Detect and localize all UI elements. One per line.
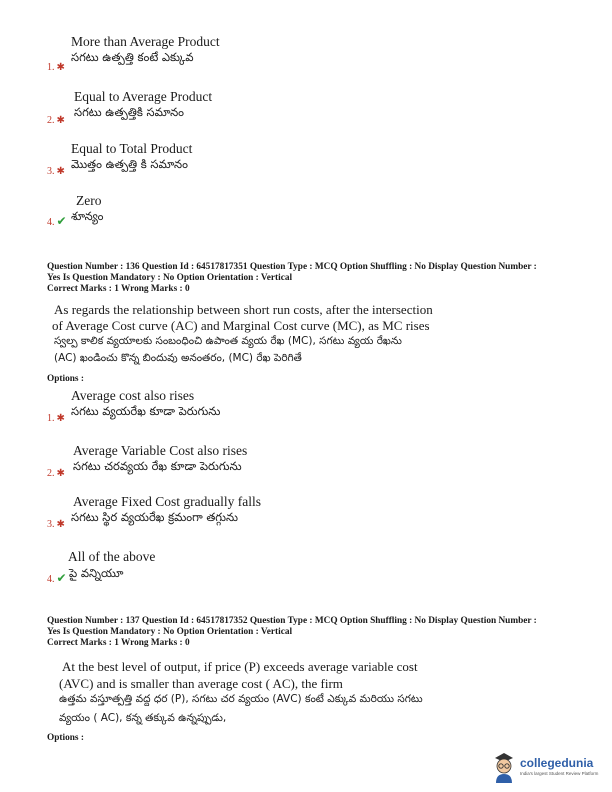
prev-option-2-te: సగటు ఉత్పత్తికి సమానం bbox=[74, 105, 184, 119]
q136-option-1-marker bbox=[47, 413, 65, 424]
logo-name: collegedunia bbox=[520, 756, 594, 770]
q137-question-en-2: (AVC) and is smaller than average cost ( AC), the firm bbox=[59, 676, 343, 691]
q136-option-3-marker bbox=[47, 519, 65, 530]
q136-option-2-en: Average Variable Cost also rises bbox=[73, 443, 248, 458]
q136-options-label: Options : bbox=[47, 374, 84, 384]
option-number: 2. bbox=[47, 115, 55, 126]
q136-option-2-te: సగటు చరవ్యయ రేఖ కూడా పెరుగును bbox=[73, 459, 242, 473]
wrong-mark-icon: ✱ bbox=[56, 166, 65, 177]
logo-tagline: India's largest Student Review Platform bbox=[520, 771, 599, 776]
q136-option-1-te: సగటు వ్యయరేఖ కూడా పెరుగును bbox=[71, 404, 221, 418]
prev-option-2-en: Equal to Average Product bbox=[74, 89, 213, 104]
option-number: 3. bbox=[47, 519, 55, 530]
correct-check-icon: ✔ bbox=[56, 571, 67, 585]
q137-meta-line-2: Yes Is Question Mandatory : No Option Orientation : Vertical bbox=[47, 627, 293, 637]
student-mascot-icon bbox=[490, 750, 518, 784]
q136-option-4-te: పై వన్నియూ bbox=[69, 566, 124, 580]
option-number: 2. bbox=[47, 468, 55, 479]
q136-option-3-en: Average Fixed Cost gradually falls bbox=[73, 494, 261, 509]
prev-option-4-marker bbox=[47, 214, 67, 229]
q137-question-te-2: వ్యయం ( AC), కన్న తక్కువ ఉన్నప్పుడు, bbox=[59, 712, 227, 724]
prev-option-1-en: More than Average Product bbox=[71, 34, 220, 49]
prev-option-4-en: Zero bbox=[76, 193, 102, 208]
q136-option-2-marker bbox=[47, 468, 65, 479]
q136-option-4-marker bbox=[47, 571, 67, 586]
q137-question-en-1: At the best level of output, if price (P) exceeds average variable cost bbox=[62, 659, 418, 674]
wrong-mark-icon: ✱ bbox=[56, 468, 65, 479]
option-number: 3. bbox=[47, 166, 55, 177]
q137-options-label: Options : bbox=[47, 733, 84, 743]
prev-option-3-marker bbox=[47, 166, 65, 177]
wrong-mark-icon: ✱ bbox=[56, 62, 65, 73]
prev-option-1-marker bbox=[47, 62, 65, 73]
option-number: 4. bbox=[47, 217, 55, 228]
q136-option-1-en: Average cost also rises bbox=[71, 388, 195, 403]
q137-question-te-1: ఉత్తమ వస్తూత్పత్తి వద్ద ధర (P), సగటు చర వ్యయం (AVC) కంటే ఎక్కువ మరియు సగటు bbox=[59, 693, 423, 705]
wrong-mark-icon: ✱ bbox=[56, 519, 65, 530]
q137-marks: Correct Marks : 1 Wrong Marks : 0 bbox=[47, 638, 190, 648]
option-number: 4. bbox=[47, 574, 55, 585]
q136-meta-line-1: Question Number : 136 Question Id : 64517817351 Question Type : MCQ Option Shuffling : No Display Question Number : bbox=[47, 262, 537, 272]
option-number: 1. bbox=[47, 62, 55, 73]
q136-question-te-1: స్వల్ప కాలిక వ్యయాలకు సంబంధించి ఉపాంత వ్యయ రేఖ (MC), సగటు వ్యయ రేఖను bbox=[54, 335, 402, 347]
q136-marks: Correct Marks : 1 Wrong Marks : 0 bbox=[47, 284, 190, 294]
q136-option-4-en: All of the above bbox=[68, 549, 156, 564]
q137-meta-line-1: Question Number : 137 Question Id : 64517817352 Question Type : MCQ Option Shuffling : No Display Question Number : bbox=[47, 616, 537, 626]
wrong-mark-icon: ✱ bbox=[56, 413, 65, 424]
prev-option-2-marker bbox=[47, 115, 65, 126]
correct-check-icon: ✔ bbox=[56, 214, 67, 228]
q136-option-3-te: సగటు స్థిర వ్యయరేఖ క్రమంగా తగ్గును bbox=[71, 510, 239, 524]
prev-option-3-te: మొత్తం ఉత్పత్తి కి సమానం bbox=[71, 157, 188, 171]
q136-question-en-1: As regards the relationship between short run costs, after the intersection bbox=[54, 302, 433, 317]
q136-meta-line-2: Yes Is Question Mandatory : No Option Orientation : Vertical bbox=[47, 273, 293, 283]
collegedunia-logo bbox=[490, 750, 606, 786]
prev-option-1-te: సగటు ఉత్పత్తి కంటే ఎక్కువ bbox=[71, 50, 194, 64]
prev-option-4-te: శూన్యం bbox=[71, 209, 104, 223]
prev-option-3-en: Equal to Total Product bbox=[71, 141, 193, 156]
option-number: 1. bbox=[47, 413, 55, 424]
q136-question-te-2: (AC) ఖండించు కొన్న బిందువు అనంతరం, (MC) రేఖ పెరిగితే bbox=[54, 352, 302, 364]
q136-question-en-2: of Average Cost curve (AC) and Marginal Cost curve (MC), as MC rises bbox=[52, 318, 430, 333]
wrong-mark-icon: ✱ bbox=[56, 115, 65, 126]
